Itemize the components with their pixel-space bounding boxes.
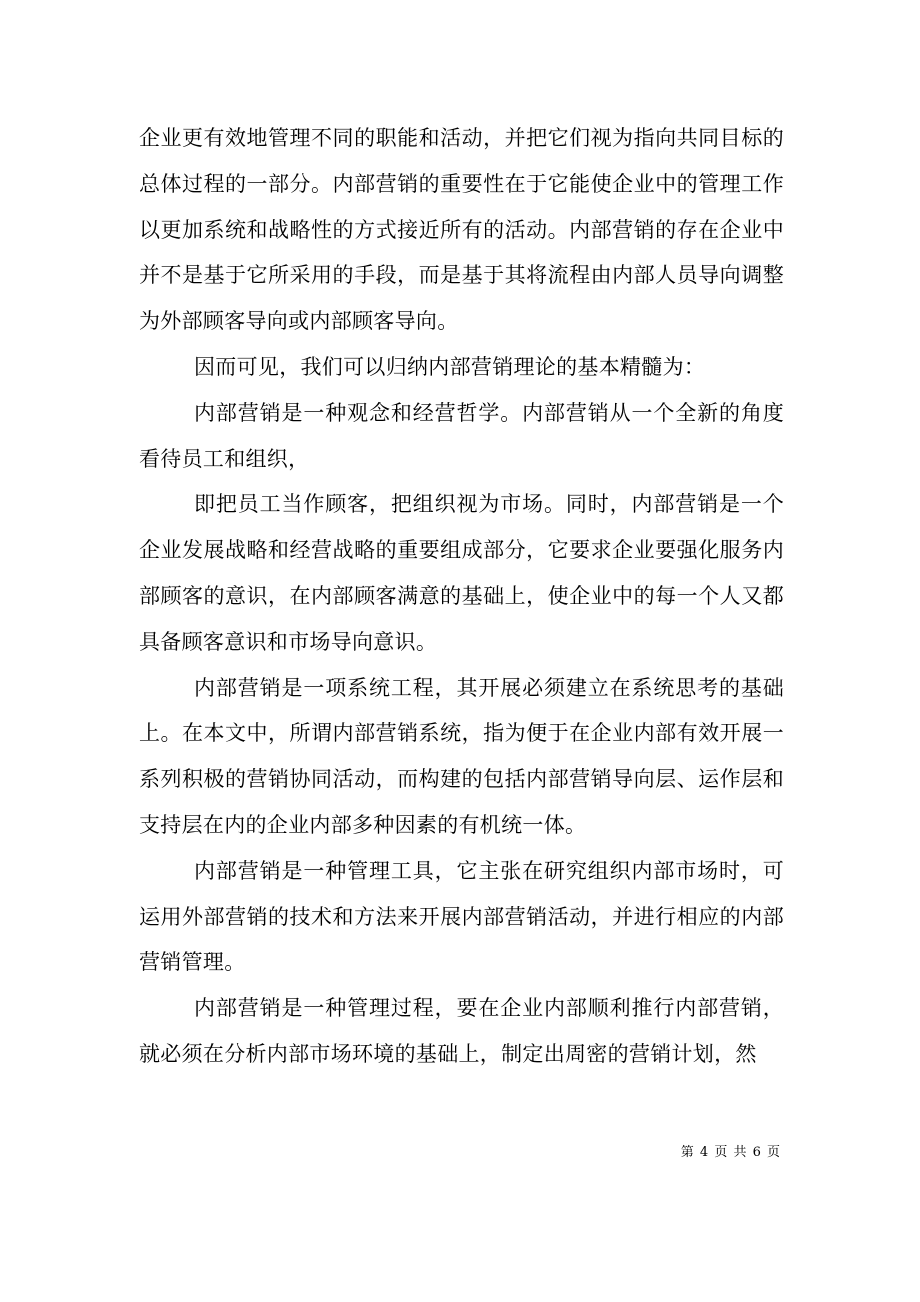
paragraph-5: 内部营销是一项系统工程，其开展必须建立在系统思考的基础上。在本文中，所谓内部营销系统，指为便于在企业内部有效开展一系列积极的营销协同活动，而构建的包括内部营销导向层、运作层和支持层在内的企业内部多种因素的有机统一体。: [139, 675, 784, 837]
paragraph-4: 即把员工当作顾客，把组织视为市场。同时，内部营销是一个企业发展战略和经营战略的重要组成部分，它要求企业要强化服务内部顾客的意识，在内部顾客满意的基础上，使企业中的每一个人又都具备顾客意识和市场导向意识。: [139, 492, 784, 654]
document-body: [139, 116, 784, 1078]
paragraph-2: 因而可见，我们可以归纳内部营销理论的基本精髓为：: [194, 354, 706, 379]
paragraph-7: 内部营销是一种管理过程，要在企业内部顺利推行内部营销，就必须在分析内部市场环境的基础上，制定出周密的营销计划，然: [139, 996, 784, 1066]
page-number-footer: 第 4 页 共 6 页: [680, 1145, 781, 1160]
paragraph-3: 内部营销是一种观念和经营哲学。内部营销从一个全新的角度看待员工和组织，: [139, 400, 784, 471]
paragraph-6: 内部营销是一种管理工具，它主张在研究组织内部市场时，可运用外部营销的技术和方法来开展内部营销活动，并进行相应的内部营销管理。: [139, 858, 784, 975]
paragraph-1: 企业更有效地管理不同的职能和活动，并把它们视为指向共同目标的总体过程的一部分。内部营销的重要性在于它能使企业中的管理工作以更加系统和战略性的方式接近所有的活动。内部营销的存在企业中并不是基于它所采用的手段，而是基于其将流程由内部人员导向调整为外部顾客导向或内部顾客导向。: [139, 126, 784, 334]
